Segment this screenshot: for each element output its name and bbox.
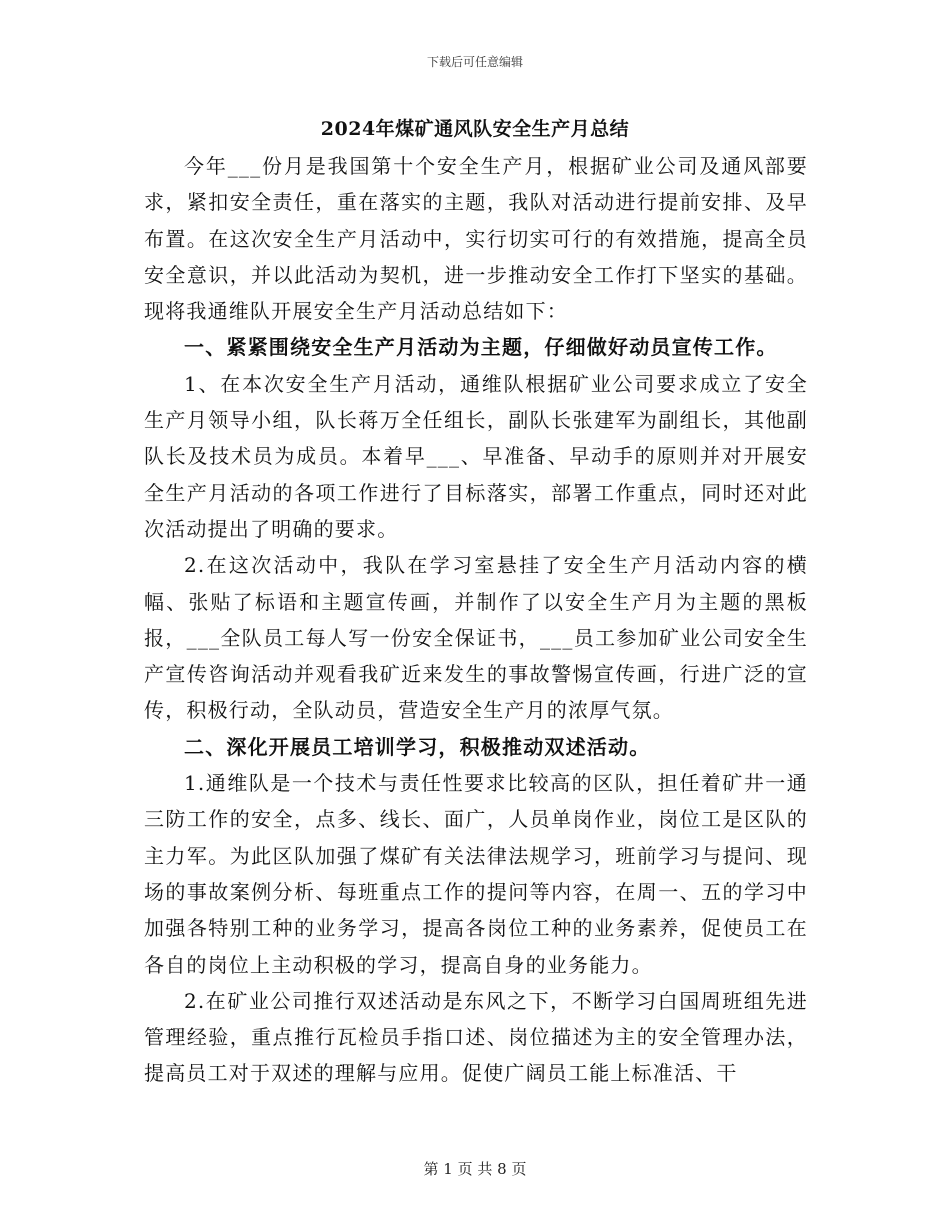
document-title: 2024年煤矿通风队安全生产月总结	[320, 118, 630, 140]
section-heading-1: 一、紧紧围绕安全生产月活动为主题，仔细做好动员宣传工作。	[184, 335, 778, 360]
paragraph-1-2: 2.在这次活动中，我队在学习室悬挂了安全生产月活动内容的横幅、张贴了标语和主题宣传画，并制作了以安全生产月为主题的黑板报，___全队员工每人写一份安全保证书，___员工参加矿业公司安全生产宣传咨询活动并观看我矿近来发生的事故警惕宣传画，行进广泛的宣传，积极行动，全队动员，营造安全生产月的浓厚气氛。	[144, 553, 808, 723]
paragraph-1-1: 1、在本次安全生产月活动，通维队根据矿业公司要求成立了安全生产月领导小组，队长蒋万全任组长，副队长张建军为副组长，其他副队长及技术员为成员。本着早___、早准备、早动手的原则并对开展安全生产月活动的各项工作进行了目标落实，部署工作重点，同时还对此次活动提出了明确的要求。	[144, 371, 808, 541]
page-indicator: 第 1 页 共 8 页	[423, 1160, 527, 1178]
paragraph-intro: 今年___份月是我国第十个安全生产月，根据矿业公司及通风部要求，紧扣安全责任，重在落实的主题，我队对活动进行提前安排、及早布置。在这次安全生产月活动中，实行切实可行的有效措施，提高全员安全意识，并以此活动为契机，进一步推动安全工作打下坚实的基础。现将我通维队开展安全生产月活动总结如下：	[144, 154, 808, 324]
section-heading-2: 二、深化开展员工培训学习，积极推动双述活动。	[184, 734, 651, 759]
page-header-note: 下载后可任意编辑	[426, 55, 523, 69]
paragraph-2-2: 2.在矿业公司推行双述活动是东风之下，不断学习白国周班组先进管理经验，重点推行瓦检员手指口述、岗位描述为主的安全管理办法，提高员工对于双述的理解与应用。促使广阔员工能上标准活、干	[144, 988, 808, 1086]
document-body	[144, 148, 808, 1092]
paragraph-2-1: 1.通维队是一个技术与责任性要求比较高的区队，担任着矿井一通三防工作的安全，点多、线长、面广，人员单岗作业，岗位工是区队的主力军。为此区队加强了煤矿有关法律法规学习，班前学习与提问、现场的事故案例分析、每班重点工作的提问等内容，在周一、五的学习中加强各特别工种的业务学习，提高各岗位工种的业务素养，促使员工在各自的岗位上主动积极的学习，提高自身的业务能力。	[144, 771, 808, 977]
